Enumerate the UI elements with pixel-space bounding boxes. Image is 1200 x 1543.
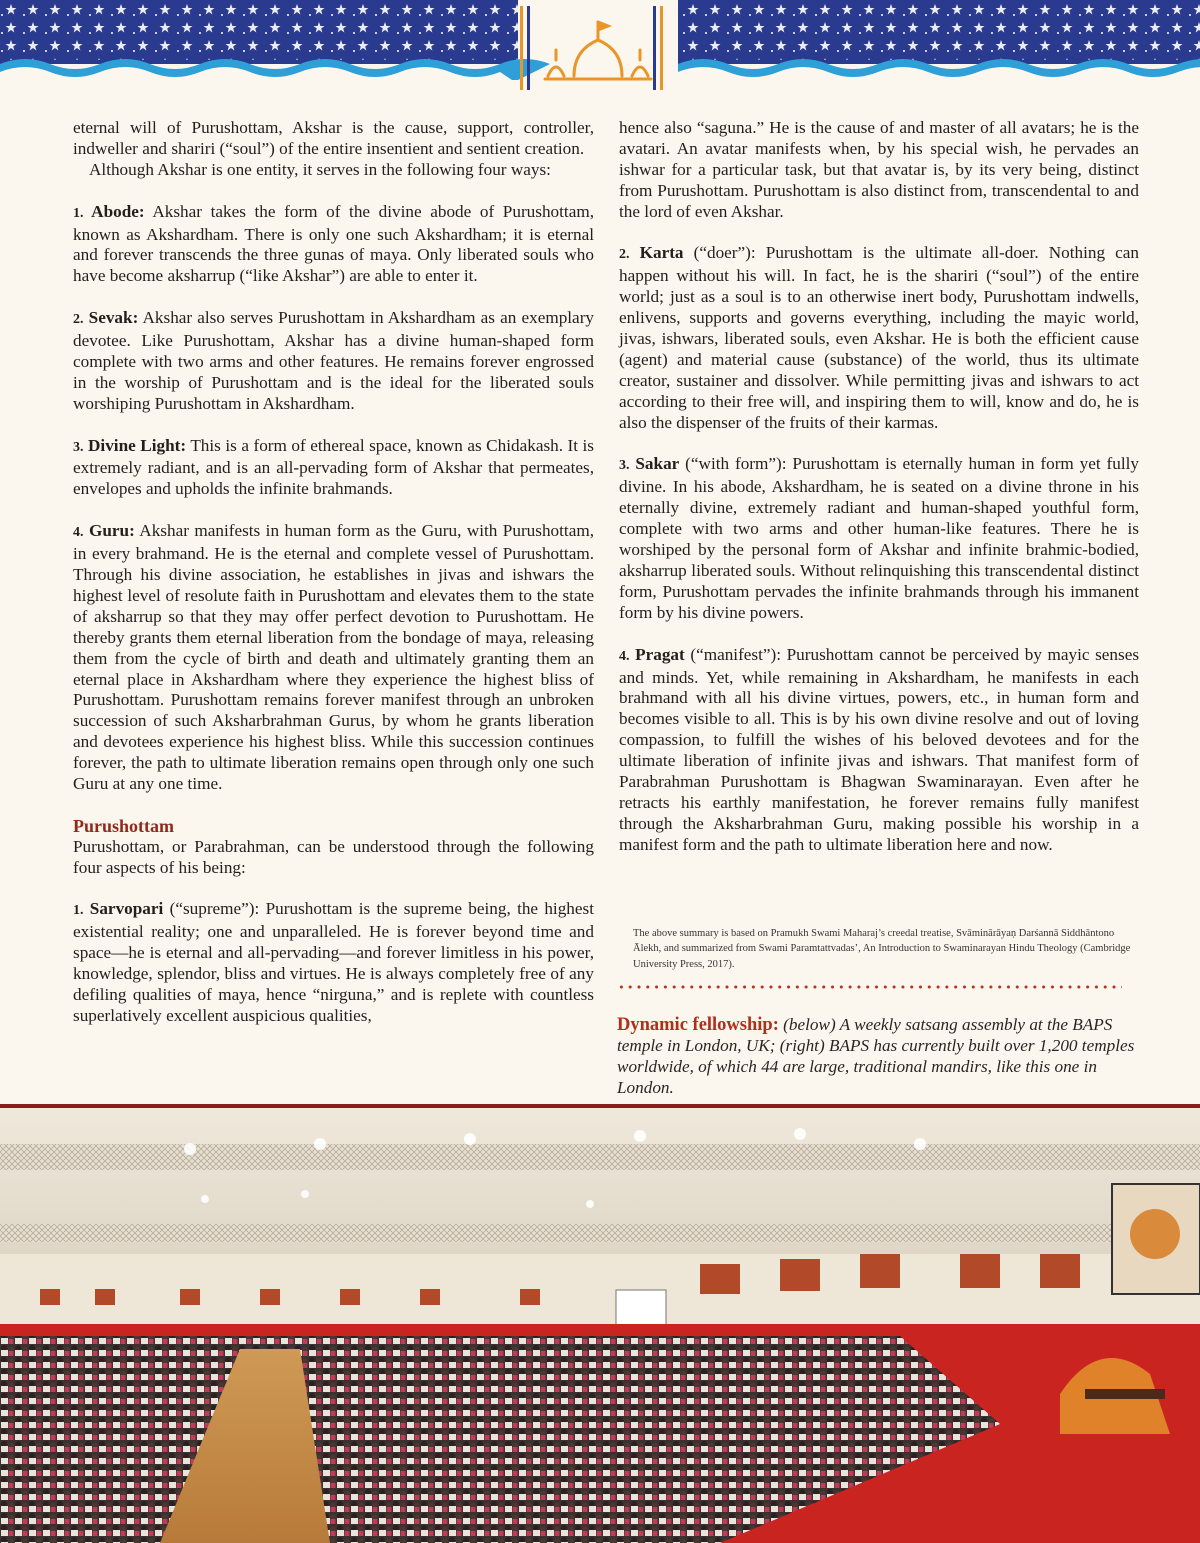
paragraph-purushottam-intro: Purushottam, or Parabrahman, can be understood through the following four aspects of his being:: [73, 836, 594, 877]
item-sevak: 2. Sevak: Akshar also serves Purushottam in Akshardham as an exemplary devotee. Like Purushottam, Akshar has a divine human-shaped form complete with two arms and other features. He remains forever engrossed in the worship of Purushottam and is the ideal for the liberated souls worshiping Purushottam in Akshardham.: [73, 308, 595, 413]
section-heading-purushottam: Purushottam: [73, 815, 175, 836]
paragraph-akshar-cause: eternal will of Purushottam, Akshar is the cause, support, controller, indweller and shariri (“soul”) of the entire insentient and sentient creation.: [73, 118, 594, 158]
caption-title: Dynamic fellowship:: [617, 1015, 779, 1036]
assembly-hall-photo: [0, 1104, 1200, 1543]
right-column: [619, 118, 1139, 856]
item-guru: 4. Guru: Akshar manifests in human form as the Guru, with Purushottam, in every brahmand. He is the eternal and complete vessel of Purushottam. Through his divine association, he establishes in jivas and ishwars the highest level of resolute faith in Purushottam and elevates them to the state of aksharrup so that they may offer perfect devotion to Purushottam. He thereby grants them eternal liberation from the bondage of maya, releasing them from the cycle of birth and death and ultimately granting them an eternal place in Akshardham where they experience the highest bliss of Purushottam. Purushottam remains forever manifest through an unbroken succession of such Aksharbrahman Gurus, by whom he grants liberation and devotees experience his highest bliss. While this succession continues forever, the path to ultimate liberation remains open through only one such Guru at any one time.: [73, 521, 594, 794]
footnote: The above summary is based on Pramukh Swami Maharaj’s creedal treatise, Svāminārāyaṇ Darśannā Siddhāntono Ālekh, and summarized from Swami Paramtattvadas’, An Introduction to Swaminarayan Hindu Theology (Cambridge University Press, 2017).: [633, 927, 1131, 970]
decorative-banner: [0, 0, 1200, 92]
item-sarvopari: 1. Sarvopari (“supreme”): Purushottam is the supreme being, the highest existential reality; one and unparalleled. He is forever beyond time and space—he is eternal and all-pervading—and forever limitless in his power, knowledge, splendor, bliss and virtues. He is always completely free of any defiling qualities of maya, hence “nirguna,” and is replete with countless superlatively excellent auspicious qualities,: [73, 899, 594, 1025]
item-sakar: 3. Sakar (“with form”): Purushottam is eternally human in form yet fully divine. In his abode, Akshardham, he is seated on a divine throne in his eternally divine, extremely radiant and human-shaped youthful form, complete with two arms and other human-like features. There he is worshiped by the personal form of Akshar and infinite brahmic-bodied, aksharrup liberated souls. Without relinquishing this transcendental distinct form, Purushottam pervades the infinite brahmands through his immanent form by his divine powers.: [619, 454, 1140, 622]
temple-logo-icon: [545, 22, 651, 79]
item-divine-light: 3. Divine Light: This is a form of ethereal space, known as Chidakash. It is extremely radiant, and is an all-pervading form of Akshar that permeates, envelopes and upholds the infinite brahmands.: [73, 435, 594, 499]
paragraph-four-ways: Although Akshar is one entity, it serves in the following four ways:: [89, 159, 551, 179]
item-pragat: 4. Pragat (“manifest”): Purushottam cannot be perceived by mayic senses and minds. Yet, while remaining in Akshardham, he manifests in each brahmand with all his divine virtues, powers, etc., in human form and becomes visible to all. This is by his own divine resolve and out of loving compassion, to fulfill the wishes of his beloved devotees and for the ultimate liberation of infinite jivas and ishwars. That manifest form of Parabrahman Purushottam is Bhagwan Swaminarayan. Even after he retracts his earthly manifestation, he forever remains fully manifest through the Aksharbrahman Guru, making possible his worship in a manifest form and the path to ultimate liberation here and now.: [619, 644, 1140, 854]
left-column: [73, 118, 594, 1027]
item-abode: 1. Abode: Akshar takes the form of the divine abode of Purushottam, known as Akshardham. There is only one such Akshardham; it is eternal and forever transcends the three gunas of maya. Only liberated souls who have become aksharrup (“like Akshar”) are able to enter it.: [73, 201, 594, 286]
item-karta: 2. Karta (“doer”): Purushottam is the ultimate all-doer. Nothing can happen without his will. In fact, he is the shariri (“soul”) of the entire world; just as a soul is to an otherwise inert body, Purushottam indwells, enlivens, supports and governs everything, including the mayic world, jivas, ishwars, liberated souls, even Akshar. He is both the efficient cause (agent) and material cause (substance) of the world, thus its ultimate creator, sustainer and dissolver. While permitting jivas and ishwars to act according to their free will, and inspiring them to will, know and do, he is also the dispenser of the fruits of their karmas.: [619, 243, 1140, 432]
caption-text: (below) A weekly satsang assembly at the BAPS temple in London, UK; (right) BAPS has currently built over 1,200 temples worldwide, of which 44 are large, traditional mandirs, like this one in London.: [617, 1015, 1135, 1097]
photo-caption: [617, 1015, 1142, 1099]
paragraph-saguna: hence also “saguna.” He is the cause of and master of all avatars; he is the avatari. An avatar manifests when, by his special wish, he pervades an ishwar for a particular task, but that avatar is, by its very being, distinct from Purushottam. Purushottam is also distinct from, transcendental to and the lord of even Akshar.: [619, 118, 1139, 221]
dotted-divider: [617, 984, 1122, 990]
